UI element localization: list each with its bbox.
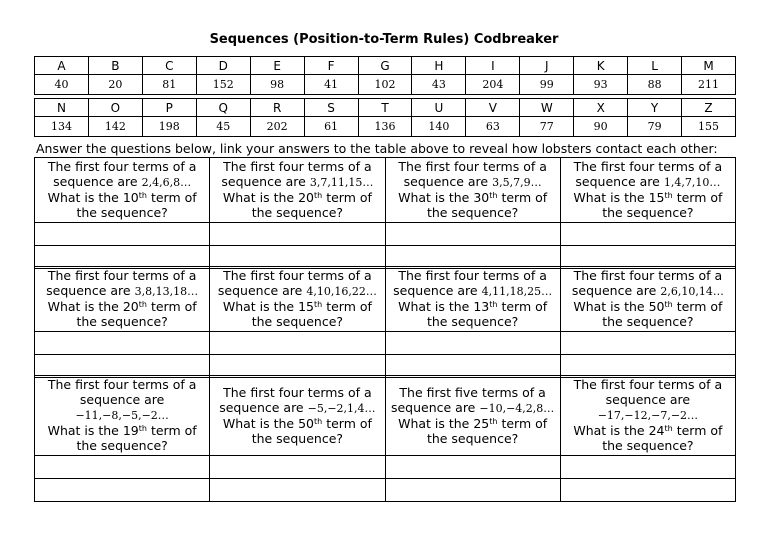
sequence-terms: 2,4,6,8… xyxy=(141,176,192,189)
question-intro: The first four terms of a sequence are xyxy=(573,377,723,407)
code-value-cell: 140 xyxy=(412,117,466,137)
code-table-n-to-z xyxy=(34,98,736,137)
code-table-a-to-m xyxy=(34,56,736,95)
question-block-3 xyxy=(34,375,736,502)
sequence-terms: 3,5,7,9… xyxy=(492,176,542,189)
code-value-cell: 202 xyxy=(250,117,304,137)
question-cell xyxy=(35,376,210,456)
letter-box[interactable] xyxy=(35,479,210,502)
question-ask-end: term of the sequence? xyxy=(602,423,723,453)
ordinal-suffix: th xyxy=(314,300,323,309)
ordinal-suffix: th xyxy=(489,416,498,426)
question-ask-end: term of the sequence? xyxy=(251,415,372,446)
letter-box[interactable] xyxy=(385,479,560,502)
code-letter-cell: G xyxy=(358,57,412,75)
code-letters-row xyxy=(35,57,736,75)
sequence-terms: 1,4,7,10… xyxy=(663,176,721,189)
code-value-cell: 155 xyxy=(682,117,736,137)
code-value-cell: 134 xyxy=(35,117,89,137)
code-letter-cell: E xyxy=(250,57,304,75)
answer-row xyxy=(35,223,736,246)
question-cell xyxy=(210,267,385,332)
question-intro: The first four terms of a sequence are xyxy=(219,384,372,415)
code-letters-row xyxy=(35,99,736,117)
question-ask-end: term of the sequence? xyxy=(251,190,372,220)
answer-box[interactable] xyxy=(385,456,560,479)
code-letter-cell: Q xyxy=(196,99,250,117)
answer-row xyxy=(35,456,736,479)
term-number: 10 xyxy=(122,190,139,205)
code-value-cell: 102 xyxy=(358,75,412,95)
term-number: 20 xyxy=(122,299,139,314)
question-block-2 xyxy=(34,266,736,378)
question-cell xyxy=(385,376,560,456)
code-letter-cell: C xyxy=(142,57,196,75)
answer-box[interactable] xyxy=(385,223,560,246)
code-letter-cell: H xyxy=(412,57,466,75)
code-letter-cell: I xyxy=(466,57,520,75)
answer-box[interactable] xyxy=(35,456,210,479)
code-letter-cell: R xyxy=(250,99,304,117)
question-intro: The first four terms of a sequence are xyxy=(221,159,372,189)
sequence-terms: −11,−8,−5,−2… xyxy=(75,409,169,422)
code-value-cell: 79 xyxy=(628,117,682,137)
code-values-row xyxy=(35,117,736,137)
question-intro: The first four terms of a sequence are xyxy=(398,159,547,189)
question-cell xyxy=(560,267,735,332)
question-intro: The first four terms of a sequence are xyxy=(573,159,723,189)
ordinal-suffix: th xyxy=(314,191,323,200)
question-cell xyxy=(385,158,560,223)
ordinal-suffix: th xyxy=(664,191,673,200)
answer-box[interactable] xyxy=(560,223,735,246)
code-letter-cell: L xyxy=(628,57,682,75)
ordinal-suffix: th xyxy=(489,191,498,200)
sequence-terms: −5,−2,1,4… xyxy=(307,401,376,415)
question-ask: What is the xyxy=(398,190,474,205)
answer-row xyxy=(35,332,736,355)
code-letter-cell: B xyxy=(88,57,142,75)
term-number: 50 xyxy=(648,299,665,314)
letter-box[interactable] xyxy=(560,479,735,502)
ordinal-suffix: th xyxy=(138,300,147,309)
question-intro: The first four terms of a sequence are xyxy=(47,159,197,189)
code-letter-cell: O xyxy=(88,99,142,117)
question-ask: What is the xyxy=(222,299,299,314)
code-value-cell: 45 xyxy=(196,117,250,137)
question-ask-end: term of the sequence? xyxy=(76,299,197,329)
code-value-cell: 20 xyxy=(88,75,142,95)
answer-box[interactable] xyxy=(35,223,210,246)
term-number: 13 xyxy=(473,299,490,314)
answer-box[interactable] xyxy=(210,223,385,246)
term-number: 50 xyxy=(298,415,314,431)
question-ask: What is the xyxy=(398,299,474,314)
question-cell xyxy=(560,376,735,456)
code-letter-cell: V xyxy=(466,99,520,117)
sequence-terms: 4,11,18,25… xyxy=(481,285,553,298)
question-ask-end: term of the sequence? xyxy=(76,423,197,453)
question-row xyxy=(35,267,736,332)
question-ask: What is the xyxy=(47,299,123,314)
code-value-cell: 98 xyxy=(250,75,304,95)
ordinal-suffix: th xyxy=(489,300,498,309)
worksheet-title: Sequences (Position-to-Term Rules) Codbreaker xyxy=(209,32,559,47)
code-letter-cell: W xyxy=(520,99,574,117)
code-letter-cell: X xyxy=(574,99,628,117)
sequence-terms: −17,−12,−7,−2… xyxy=(597,409,699,422)
ordinal-suffix: th xyxy=(138,191,147,200)
answer-box[interactable] xyxy=(560,456,735,479)
code-letter-cell: K xyxy=(574,57,628,75)
code-value-cell: 152 xyxy=(196,75,250,95)
term-number: 19 xyxy=(122,423,139,438)
ordinal-suffix: th xyxy=(314,416,323,426)
question-ask: What is the xyxy=(398,415,474,431)
code-value-cell: 211 xyxy=(682,75,736,95)
code-value-cell: 61 xyxy=(304,117,358,137)
sequence-terms: 2,6,10,14… xyxy=(660,285,724,298)
question-intro: The first four terms of a sequence are xyxy=(46,268,197,298)
code-letter-cell: D xyxy=(196,57,250,75)
question-ask-end: term of the sequence? xyxy=(76,190,197,220)
term-number: 24 xyxy=(648,423,665,438)
sequence-terms: −10,−4,2,8… xyxy=(479,401,555,415)
code-value-cell: 204 xyxy=(466,75,520,95)
question-ask-end: term of the sequence? xyxy=(602,190,723,220)
question-ask-end: term of the sequence? xyxy=(251,299,372,329)
term-number: 15 xyxy=(648,190,665,205)
question-intro: The first four terms of a sequence are xyxy=(393,268,547,298)
question-ask-end: term of the sequence? xyxy=(426,190,548,220)
question-ask-end: term of the sequence? xyxy=(426,415,548,446)
ordinal-suffix: th xyxy=(138,424,147,433)
sequence-terms: 3,8,13,18… xyxy=(134,285,199,298)
code-value-cell: 81 xyxy=(142,75,196,95)
decode-row xyxy=(35,479,736,502)
code-value-cell: 136 xyxy=(358,117,412,137)
code-value-cell: 63 xyxy=(466,117,520,137)
code-value-cell: 99 xyxy=(520,75,574,95)
answer-box[interactable] xyxy=(385,332,560,355)
code-value-cell: 40 xyxy=(35,75,89,95)
question-cell xyxy=(385,267,560,332)
question-intro: The first five terms of a sequence are xyxy=(390,384,546,415)
question-ask: What is the xyxy=(47,190,123,205)
answer-box[interactable] xyxy=(210,332,385,355)
code-letter-cell: T xyxy=(358,99,412,117)
ordinal-suffix: th xyxy=(664,300,673,309)
code-letter-cell: M xyxy=(682,57,736,75)
code-value-cell: 93 xyxy=(574,75,628,95)
question-row xyxy=(35,158,736,223)
code-letter-cell: Z xyxy=(682,99,736,117)
code-letter-cell: Y xyxy=(628,99,682,117)
code-letter-cell: J xyxy=(520,57,574,75)
code-value-cell: 90 xyxy=(574,117,628,137)
question-intro: The first four terms of a sequence are xyxy=(217,268,372,298)
question-block-1 xyxy=(34,157,736,269)
letter-box[interactable] xyxy=(210,479,385,502)
answer-box[interactable] xyxy=(560,332,735,355)
ordinal-suffix: th xyxy=(664,424,673,433)
term-number: 20 xyxy=(298,190,314,205)
question-cell xyxy=(560,158,735,223)
question-intro: The first four terms of a sequence are xyxy=(571,268,723,298)
code-letter-cell: N xyxy=(35,99,89,117)
answer-box[interactable] xyxy=(35,332,210,355)
code-value-cell: 142 xyxy=(88,117,142,137)
term-number: 15 xyxy=(298,299,314,314)
question-ask-end: term of the sequence? xyxy=(426,299,548,329)
code-letter-cell: A xyxy=(35,57,89,75)
code-value-cell: 43 xyxy=(412,75,466,95)
question-ask: What is the xyxy=(573,423,649,438)
instructions: Answer the questions below, link your answers to the table above to reveal how lobsters contact each other: xyxy=(36,141,718,156)
question-ask-end: term of the sequence? xyxy=(602,299,723,329)
question-cell xyxy=(210,158,385,223)
code-letter-cell: U xyxy=(412,99,466,117)
code-letter-cell: S xyxy=(304,99,358,117)
answer-box[interactable] xyxy=(210,456,385,479)
question-row xyxy=(35,376,736,456)
question-ask: What is the xyxy=(573,299,649,314)
term-number: 25 xyxy=(473,415,490,431)
question-cell xyxy=(35,267,210,332)
code-value-cell: 198 xyxy=(142,117,196,137)
code-letter-cell: F xyxy=(304,57,358,75)
term-number: 30 xyxy=(473,190,490,205)
question-ask: What is the xyxy=(573,190,649,205)
code-letter-cell: P xyxy=(142,99,196,117)
question-ask: What is the xyxy=(47,423,123,438)
code-values-row xyxy=(35,75,736,95)
code-value-cell: 88 xyxy=(628,75,682,95)
question-cell xyxy=(35,158,210,223)
code-value-cell: 77 xyxy=(520,117,574,137)
code-value-cell: 41 xyxy=(304,75,358,95)
question-intro: The first four terms of a sequence are xyxy=(47,377,197,407)
sequence-terms: 4,10,16,22… xyxy=(306,285,377,298)
question-ask: What is the xyxy=(222,190,299,205)
question-ask: What is the xyxy=(222,415,299,431)
sequence-terms: 3,7,11,15… xyxy=(309,176,374,189)
question-cell xyxy=(210,376,385,456)
